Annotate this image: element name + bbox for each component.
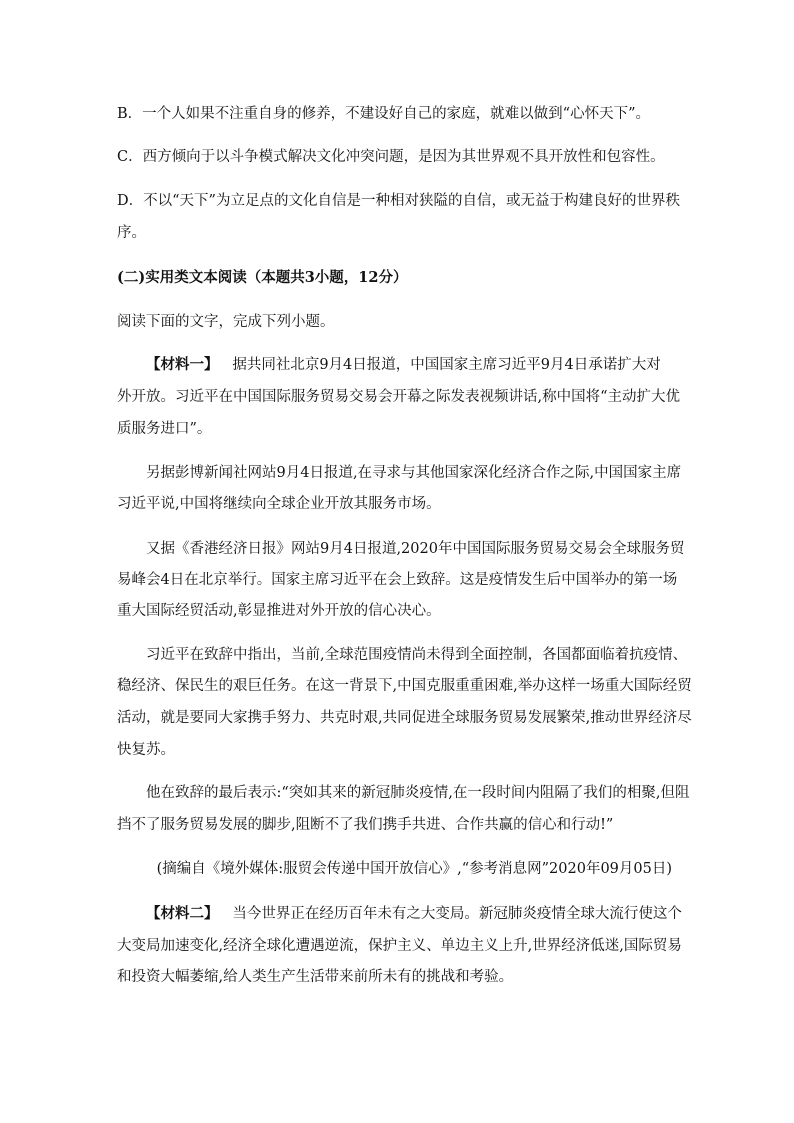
material1-source: (摘编自《境外媒体:服贸会传递中国开放信心》,“参考消息网”2020年09月05日) <box>156 861 672 877</box>
material2-line2: 大变局加速变化,经济全球化遭遇逆流，保护主义、单边主义上升,世界经济低迷,国际贸易 <box>117 938 682 954</box>
material1-paragraph3-line1: 又据《香港经济日报》网站9月4日报道,2020年中国国际服务贸易交易会全球服务贸 <box>146 541 685 557</box>
section-instruction: 阅读下面的文字，完成下列小题。 <box>117 314 335 330</box>
option-d-line-1: D．不以“天下”为立足点的文化自信是一种相对狭隘的自信，或无益于构建良好的世界秩 <box>117 193 680 209</box>
material1-paragraph1-line3: 质服务进口”。 <box>117 421 212 437</box>
material1-p1-text: 据共同社北京9月4日报道，中国国家主席习近平9月4日承诺扩大对 <box>232 357 661 373</box>
material1-paragraph5-line1: 他在致辞的最后表示:“突如其来的新冠肺炎疫情,在一段时间内阻隔了我们的相聚,但阻 <box>146 785 690 801</box>
material1-paragraph4-line1: 习近平在致辞中指出，当前,全球范围疫情尚未得到全面控制，各国都面临着抗疫情、 <box>146 647 688 663</box>
material1-paragraph2-line1: 另据彭博新闻社网站9月4日报道,在寻求与其他国家深化经济合作之际,中国国家主席 <box>146 465 682 481</box>
material1-paragraph1-line1 <box>146 355 661 375</box>
material2-label: 【材料二】 <box>146 905 219 922</box>
material1-paragraph1-line2: 外开放。习近平在中国国际服务贸易交易会开幕之际发表视频讲话,称中国将“主动扩大优 <box>117 389 681 405</box>
material1-paragraph5-line2: 挡不了服务贸易发展的脚步,阻断不了我们携手共进、合作共赢的信心和行动!” <box>117 817 614 833</box>
section-heading: (二)实用类文本阅读（本题共3小题，12分） <box>117 269 408 286</box>
material2-line3: 和投资大幅萎缩,给人类生产生活带来前所未有的挑战和考验。 <box>117 969 514 985</box>
option-b: B．一个人如果不注重自身的修养，不建设好自己的家庭，就难以做到“心怀天下”。 <box>117 106 650 122</box>
material1-paragraph3-line3: 重大国际经贸活动,彰显推进对外开放的信心决心。 <box>117 603 441 619</box>
material1-paragraph3-line2: 易峰会4日在北京举行。国家主席习近平在会上致辞。这是疫情发生后中国举办的第一场 <box>117 572 678 588</box>
material1-paragraph4-line4: 快复苏。 <box>117 742 175 758</box>
material1-paragraph2-line2: 习近平说,中国将继续向全球企业开放其服务市场。 <box>117 496 441 512</box>
option-c: C．西方倾向于以斗争模式解决文化冲突问题，是因为其世界观不具开放性和包容性。 <box>117 149 665 165</box>
material2-line1 <box>146 904 682 924</box>
material1-paragraph4-line3: 活动，就是要同大家携手努力、共克时艰,共同促进全球服务贸易发展繁荣,推动世界经济尽 <box>117 710 692 726</box>
material1-label: 【材料一】 <box>146 356 219 373</box>
option-d-line-2: 序。 <box>117 225 146 241</box>
material2-text: 当今世界正在经历百年未有之大变局。新冠肺炎疫情全球大流行使这个 <box>232 906 682 922</box>
material1-paragraph4-line2: 稳经济、保民生的艰巨任务。在这一背景下,中国克服重重困难,举办这样一场重大国际经贸 <box>117 678 692 694</box>
